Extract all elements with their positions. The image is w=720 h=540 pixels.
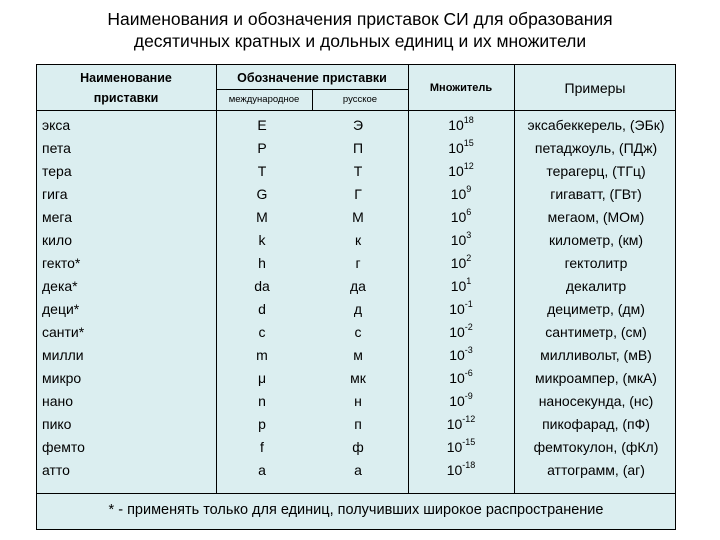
example: сантиметр, (см) [545,324,647,340]
multiplier [408,114,514,137]
table-row [36,367,676,390]
subheader-divider [216,89,408,90]
multiplier-base: 10 [449,301,465,317]
russian-symbol: М [352,209,364,225]
multiplier-exponent: -15 [462,437,476,448]
multiplier-exponent: 18 [463,115,474,126]
multiplier [408,344,514,367]
table-row [36,344,676,367]
prefix-name: фемто [42,439,85,455]
prefix-name: санти* [42,324,85,340]
table-row [36,206,676,229]
multiplier-base: 10 [448,140,464,156]
example: фемтокулон, (фКл) [533,439,659,455]
example: милливольт, (мВ) [540,347,652,363]
multiplier-exponent: -1 [464,299,473,310]
russian-symbol: Г [354,186,362,202]
multiplier-exponent: 2 [466,253,472,264]
prefix-name: атто [42,462,70,478]
footer-divider [36,493,676,494]
example: мегаом, (МОм) [547,209,645,225]
prefix-name: дека* [42,278,78,294]
russian-symbol: д [353,301,363,317]
prefix-name: экса [42,117,71,133]
prefix-name: микро [42,370,82,386]
multiplier-base: 10 [446,439,463,455]
prefix-name: гига [42,186,68,202]
multiplier [408,436,514,459]
multiplier-exponent: 12 [463,161,474,172]
example: терагерц, (ТГц) [546,163,646,179]
prefix-name: тера [42,163,72,179]
table-row [36,436,676,459]
international-symbol: n [258,393,266,409]
example: наносекунда, (нс) [538,393,654,409]
header-name-line-1: Наименование [80,71,172,85]
prefix-name: пико [42,416,72,432]
multiplier [408,390,514,413]
multiplier-exponent: 6 [466,207,472,218]
multiplier [408,298,514,321]
multiplier-base: 10 [448,117,464,133]
example: гигаватт, (ГВт) [550,186,642,202]
multiplier-exponent: -2 [464,322,473,333]
multiplier-base: 10 [449,393,465,409]
multiplier [408,275,514,298]
international-symbol: E [257,117,267,133]
table-row [36,160,676,183]
multiplier-base: 10 [450,255,467,271]
multiplier-exponent: 9 [466,184,472,195]
multiplier-exponent: -9 [464,391,473,402]
international-symbol: T [257,163,267,179]
example: километр, (км) [548,232,644,248]
title-line-1: Наименования и обозначения приставок СИ для образования [107,9,613,29]
multiplier-base: 10 [450,232,467,248]
russian-symbol: Э [352,117,364,133]
international-symbol: a [258,462,266,478]
header-divider [36,110,676,111]
russian-symbol: да [350,278,366,294]
multiplier-base: 10 [446,416,463,432]
international-symbol: k [258,232,266,248]
multiplier-base: 10 [450,186,467,202]
example: эксабеккерель, (ЭБк) [527,117,665,133]
multiplier-base: 10 [450,209,467,225]
header-examples: Примеры [564,80,626,96]
table-row [36,137,676,160]
multiplier-exponent: -6 [464,368,473,379]
multiplier [408,459,514,482]
international-symbol: c [258,324,266,340]
russian-symbol: к [354,232,362,248]
table-row [36,321,676,344]
table-row [36,298,676,321]
russian-symbol: м [353,347,363,363]
table-row [36,459,676,482]
multiplier [408,321,514,344]
multiplier-exponent: -12 [462,414,476,425]
header-designation: Обозначение приставки [237,71,387,85]
prefix-name: кило [42,232,73,248]
header-name [36,68,216,108]
table-row [36,114,676,137]
header-international: международное [228,94,300,105]
prefix-name: мега [42,209,72,225]
prefix-name: милли [42,347,84,363]
multiplier [408,160,514,183]
international-symbol: G [256,186,268,202]
multiplier-exponent: 3 [466,230,472,241]
multiplier [408,252,514,275]
multiplier-base: 10 [449,324,465,340]
multiplier [408,137,514,160]
table-row [36,229,676,252]
russian-symbol: мк [350,370,366,386]
title-line-2: десятичных кратных и дольных единиц и их множители [133,31,587,51]
header-russian: русское [342,94,378,105]
table-row [36,275,676,298]
international-symbol: f [260,439,264,455]
example: декалитр [565,278,627,294]
multiplier-exponent: -3 [464,345,473,356]
international-symbol: μ [257,370,267,386]
multiplier-base: 10 [448,163,464,179]
multiplier [408,206,514,229]
example: пикофарад, (пФ) [542,416,650,432]
table-row [36,413,676,436]
international-symbol: P [257,140,267,156]
multiplier-base: 10 [450,278,467,294]
multiplier-exponent: 1 [466,276,472,287]
multiplier-exponent: -18 [462,460,476,471]
table-row [36,183,676,206]
multiplier [408,413,514,436]
example: гектолитр [564,255,628,271]
prefix-name: нано [42,393,74,409]
multiplier-base: 10 [449,347,465,363]
international-symbol: da [254,278,270,294]
international-symbol: p [258,416,266,432]
russian-symbol: н [354,393,362,409]
prefix-name: деци* [42,301,80,317]
multiplier-base: 10 [449,370,465,386]
header-name-line-2: приставки [93,91,159,105]
example: петаджоуль, (ПДж) [534,140,658,156]
table-row [36,390,676,413]
example: дециметр, (дм) [547,301,645,317]
international-symbol: d [258,301,266,317]
international-symbol: M [256,209,268,225]
multiplier [408,367,514,390]
russian-symbol: П [352,140,364,156]
multiplier [408,183,514,206]
multiplier [408,229,514,252]
multiplier-base: 10 [446,462,463,478]
russian-symbol: ф [352,439,364,455]
prefix-name: пета [42,140,71,156]
page-title [0,8,720,52]
russian-symbol: п [354,416,362,432]
russian-symbol: Т [353,163,363,179]
header-multiplier: Множитель [429,82,493,94]
multiplier-exponent: 15 [463,138,474,149]
russian-symbol: с [354,324,362,340]
international-symbol: h [258,255,266,271]
table-row [36,252,676,275]
footnote: * - применять только для единиц, получивших широкое распространение [108,502,604,518]
russian-symbol: а [354,462,362,478]
example: микроампер, (мкА) [535,370,657,386]
prefix-name: гекто* [42,255,81,271]
international-symbol: m [256,347,268,363]
russian-symbol: г [355,255,361,271]
example: аттограмм, (аг) [547,462,645,478]
